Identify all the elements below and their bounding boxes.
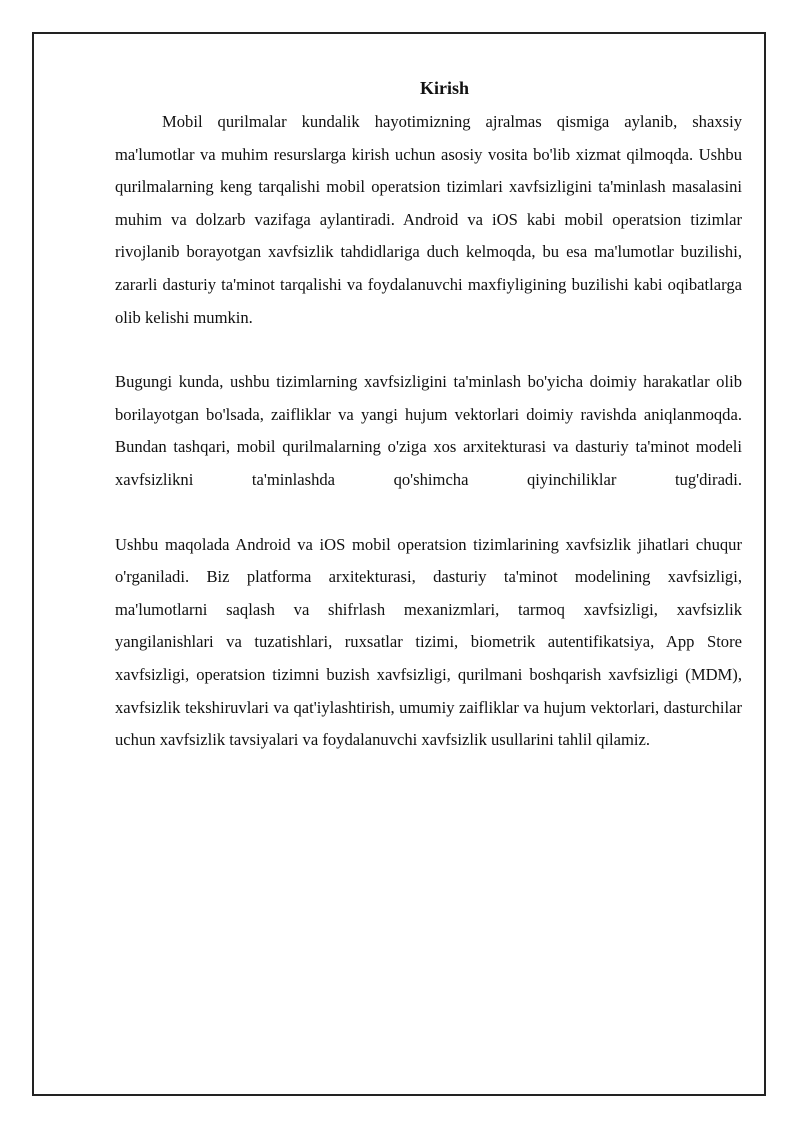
intro-paragraph-1: Mobil qurilmalar kundalik hayotimizning ajralmas qismiga aylanib, shaxsiy ma'lumotlar va muhim resurslarga kirish uchun asosiy vosita bo'lib xizmat qilmoqda. Ushbu qurilmalarning keng tarqalishi mobil operatsion tizimlari xavfsizligini ta'minlash masalasini muhim va dolzarb vazifaga aylantiradi. Android va iOS kabi mobil operatsion tizimlar rivojlanib borayotgan xavfsizlik tahdidlariga duch kelmoqda, bu esa ma'lumotlar buzilishi, zararli dasturiy ta'minot tarqalishi va foydalanuvchi maxfiyligining buzilishi kabi oqibatlarga olib kelishi mumkin. <box>115 112 742 327</box>
paragraph-spacer <box>115 334 742 366</box>
paragraph-spacer <box>115 497 742 529</box>
intro-paragraph-3: Ushbu maqolada Android va iOS mobil operatsion tizimlarining xavfsizlik jihatlari chuqur o'rganiladi. Biz platforma arxitekturasi, dasturiy ta'minot modelining xavfsizligi, ma'lumotlarni saqlash va shifrlash mexanizmlari, tarmoq xavfsizligi, xavfsizlik yangilanishlari va tuzatishlari, ruxsatlar tizimi, biometrik autentifikatsiya, App Store xavfsizligi, operatsion tizimni buzish xavfsizligi, qurilmani boshqarish xavfsizligi (MDM), xavfsizlik tekshiruvlari va qat'iylashtirish, umumiy zaifliklar va hujum vektorlari, dasturchilar uchun xavfsizlik tavsiyalari va foydalanuvchi xavfsizlik usullarini tahlil qilamiz. <box>115 534 742 750</box>
document-body <box>115 74 742 757</box>
intro-paragraph-2: Bugungi kunda, ushbu tizimlarning xavfsizligini ta'minlash bo'yicha doimiy harakatlar olib borilayotgan bo'lsada, zaifliklar va yangi hujum vektorlari doimiy ravishda aniqlanmoqda. Bundan tashqari, mobil qurilmalarning o'ziga xos arxitekturasi va dasturiy ta'minot modeli xavfsizlikni ta'minlashda qo'shimcha qiyinchiliklar tug'diradi. <box>115 372 742 489</box>
document-title: Kirish <box>419 78 469 98</box>
